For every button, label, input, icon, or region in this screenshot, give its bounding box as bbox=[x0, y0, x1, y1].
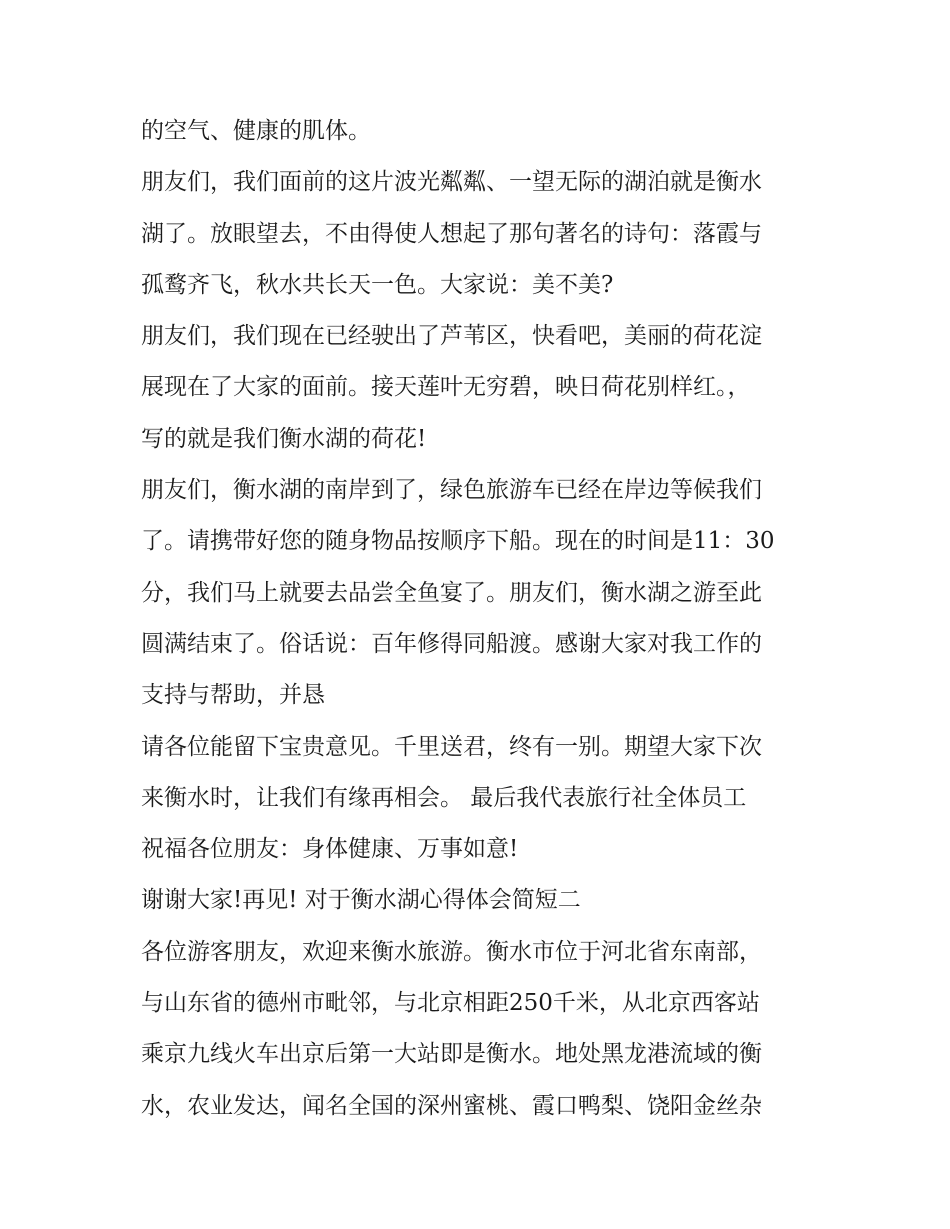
text-line: 祝福各位朋友：身体健康、万事如意! bbox=[141, 836, 519, 863]
text-line: 朋友们，我们面前的这片波光粼粼、一望无际的湖泊就是衡水 bbox=[141, 169, 762, 196]
text-line: 支持与帮助，并恳 bbox=[141, 682, 325, 709]
text-line: 朋友们，衡水湖的南岸到了，绿色旅游车已经在岸边等候我们 bbox=[141, 477, 762, 504]
text-line: 写的就是我们衡水湖的荷花! bbox=[141, 425, 427, 452]
text-line: 乘京九线火车出京后第一大站即是衡水。地处黑龙港流域的衡 bbox=[141, 1041, 762, 1068]
text-line: 与山东省的德州市毗邻，与北京相距250千米，从北京西客站 bbox=[141, 990, 760, 1017]
body-text bbox=[141, 106, 821, 1132]
text-line: 孤鹜齐飞，秋水共长天一色。大家说：美不美? bbox=[141, 271, 614, 298]
text-line: 各位游客朋友，欢迎来衡水旅游。衡水市位于河北省东南部， bbox=[141, 938, 762, 965]
text-line: 分，我们马上就要去品尝全鱼宴了。朋友们，衡水湖之游至此 bbox=[141, 579, 762, 606]
text-line: 请各位能留下宝贵意见。千里送君，终有一别。期望大家下次 bbox=[141, 733, 762, 760]
text-line: 圆满结束了。俗话说：百年修得同船渡。感谢大家对我工作的 bbox=[141, 630, 762, 657]
text-line: 朋友们，我们现在已经驶出了芦苇区，快看吧，美丽的荷花淀 bbox=[141, 323, 762, 350]
text-line: 的空气、健康的肌体。 bbox=[141, 118, 371, 144]
text-line: 来衡水时，让我们有缘再相会。 最后我代表旅行社全体员工 bbox=[141, 784, 747, 811]
text-line: 展现在了大家的面前。接天莲叶无穷碧，映日荷花别样红。， bbox=[141, 374, 751, 401]
text-line: 谢谢大家!再见! 对于衡水湖心得体会简短二 bbox=[141, 887, 581, 914]
text-line: 了。请携带好您的随身物品按顺序下船。现在的时间是11：30 bbox=[141, 528, 775, 555]
text-line: 水，农业发达，闻名全国的深州蜜桃、霞口鸭梨、饶阳金丝杂 bbox=[141, 1092, 762, 1119]
text-line: 湖了。放眼望去，不由得使人想起了那句著名的诗句：落霞与 bbox=[141, 220, 762, 247]
